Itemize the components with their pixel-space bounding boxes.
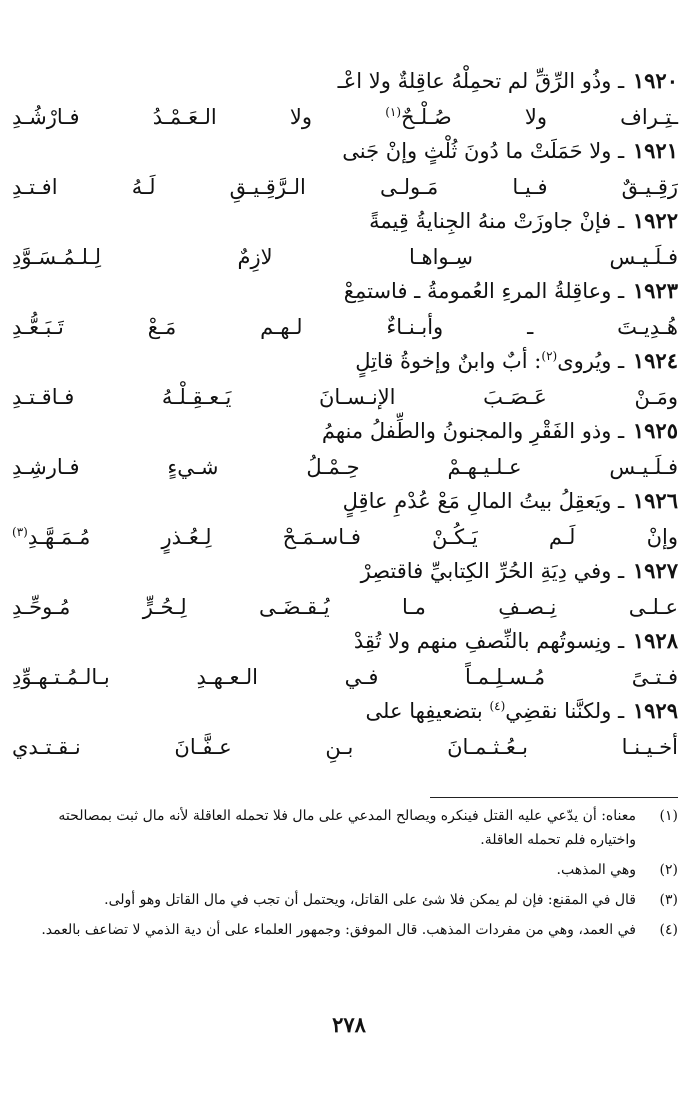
footnote-ref[interactable]: (٣) <box>12 525 28 539</box>
verse-hemistich-1: ـ وعاقِلةُ المرءِ العُمومةُ ـ فاستمِعْ <box>343 279 625 303</box>
footnotes <box>8 804 680 948</box>
footnote-text: في العمد، وهي من مفردات المذهب. قال الموفق: وجمهور العلماء على أن دية الذمي لا تضاعف بالعمد. <box>41 922 636 938</box>
footnote-text: وهي المذهب. <box>556 862 636 878</box>
footnote-divider <box>430 797 678 798</box>
footnote-ref[interactable]: (٤) <box>489 699 506 713</box>
verse-number: ١٩٢٩ <box>632 698 678 723</box>
verse-1925 <box>12 416 678 486</box>
verse-1923 <box>12 276 678 346</box>
verse-1927 <box>12 556 678 626</box>
footnote-number: (١) <box>659 808 678 824</box>
footnote-number: (٢) <box>659 862 678 878</box>
verse-hemistich-1: ـ ولا حَمَلَتْ ما دُونَ ثُلْثٍ وإنْ جَنى <box>342 139 625 163</box>
verse-1920 <box>12 66 678 136</box>
footnote-1 <box>8 804 680 852</box>
verse-hemistich-2: هُـدِيـتَ ـ وأبـنـاءٌ لـهـم مَـعْ تَـبَـعُّـدِ <box>12 315 678 339</box>
verse-hemistich-2: ـتِـراف ولا صُـلْـحٌ <box>401 105 678 129</box>
verse-hemistich-1: ـ فإنْ جاوزَتْ منهُ الجِنايةُ قِيمةً <box>369 209 625 233</box>
verse-number: ١٩٢٠ <box>632 68 678 93</box>
verse-hemistich-2: فـتـىً مُـسـلِـمـاً فـي الـعـهـدِ بـالـمُـتـهـوِّدِ <box>12 665 678 689</box>
footnote-text: معناه: أن يدّعي عليه القتل فينكره ويصالح المدعي على مال فلا تحمله العاقلة لأنه مال ثبت بمصالحته واختياره فلم تحمله العاقلة. <box>58 808 636 848</box>
verse-hemistich-1: ـ ويُروى <box>557 349 625 373</box>
footnote-4 <box>8 918 680 942</box>
footnote-ref[interactable]: (٢) <box>541 349 558 363</box>
verse-hemistich-2-cont: ولا الـعَـمْـدُ فـارْشُـدِ <box>12 105 386 129</box>
verse-hemistich-1: ـ وذو الفَقْرِ والمجنونُ والطِّفلُ منهمُ <box>321 419 625 443</box>
footnote-text: قال في المقنع: فإن لم يمكن فلا شئ على القاتل، ويحتمل أن تجب في مال القاتل وهو أولى. <box>104 892 636 908</box>
verse-hemistich-2: ومَـنْ عَـصَـبَ الإنـسـانَ يَـعـقِـلْـهُ فـاقـتـدِ <box>12 385 678 409</box>
verse-1928 <box>12 626 678 696</box>
verse-1926 <box>12 486 678 556</box>
verse-hemistich-2: أخـيـنـا بـعُـثـمـانَ بـنِ عـفَّـانَ نـقـتـدي <box>12 735 678 759</box>
verse-number: ١٩٢١ <box>632 138 678 163</box>
verse-hemistich-1: ـ ويَعقِلُ بيتُ المالِ مَعْ عُدْمِ عاقِلٍ <box>342 489 625 513</box>
verse-hemistich-2: فـلَـيـس سِـواهـا لازِمٌ لِـلـمُـسَـوَّدِ <box>12 245 678 269</box>
verse-hemistich-1: ـ ونِسوتُهم بالنِّصفِ منهم ولا تُقِدْ <box>353 629 625 653</box>
verse-number: ١٩٢٣ <box>632 278 678 303</box>
verse-hemistich-1: ـ ولكنَّنا نقضِي <box>505 699 625 723</box>
verse-1921 <box>12 136 678 206</box>
footnote-3 <box>8 888 680 912</box>
footnote-number: (٤) <box>659 922 678 938</box>
verse-hemistich-1-cont: بتضعيفِها على <box>365 699 490 723</box>
verse-number: ١٩٢٥ <box>632 418 678 443</box>
footnote-number: (٣) <box>659 892 678 908</box>
verse-hemistich-1: ـ وذُو الرِّقِّ لم تحمِلْهُ عاقِلةٌ ولا اعْـ <box>337 69 625 93</box>
verse-number: ١٩٢٨ <box>632 628 678 653</box>
verse-hemistich-2: رَقِـيـقٌ فـيـا مَـولـى الـرَّقِـيـقِ لَـهُ افـتـدِ <box>12 175 678 199</box>
verse-number: ١٩٢٤ <box>632 348 678 373</box>
verse-1924 <box>12 346 678 416</box>
verse-hemistich-1: ـ وفي دِيَةِ الحُرِّ الكِتابيِّ فاقتصِرْ <box>360 559 625 583</box>
verse-number: ١٩٢٧ <box>632 558 678 583</box>
page-number: ٢٧٨ <box>332 1012 366 1037</box>
verse-hemistich-2: عـلـى نِـصـفِ مـا يُـقـضَـى لِـحُـرٍّ مُـوحِّـدِ <box>12 595 678 619</box>
verse-number: ١٩٢٢ <box>632 208 678 233</box>
verse-hemistich-2: فـلَـيـس عـلـيـهـمْ حِـمْـلُ شـيءٍ فـارشِـدِ <box>12 455 678 479</box>
verse-1929 <box>12 696 678 766</box>
verse-number: ١٩٢٦ <box>632 488 678 513</box>
footnote-ref[interactable]: (١) <box>385 105 402 119</box>
verse-hemistich-2: وإنْ لَـم يَـكُـنْ فـاسـمَـحْ لِـعُـذرٍ مُـمَـهَّـدِ <box>27 525 678 549</box>
verse-1922 <box>12 206 678 276</box>
verse-hemistich-1-cont: : أبٌ وابنٌ وإخوةُ قاتِلٍ <box>355 349 542 373</box>
footnote-2 <box>8 858 680 882</box>
